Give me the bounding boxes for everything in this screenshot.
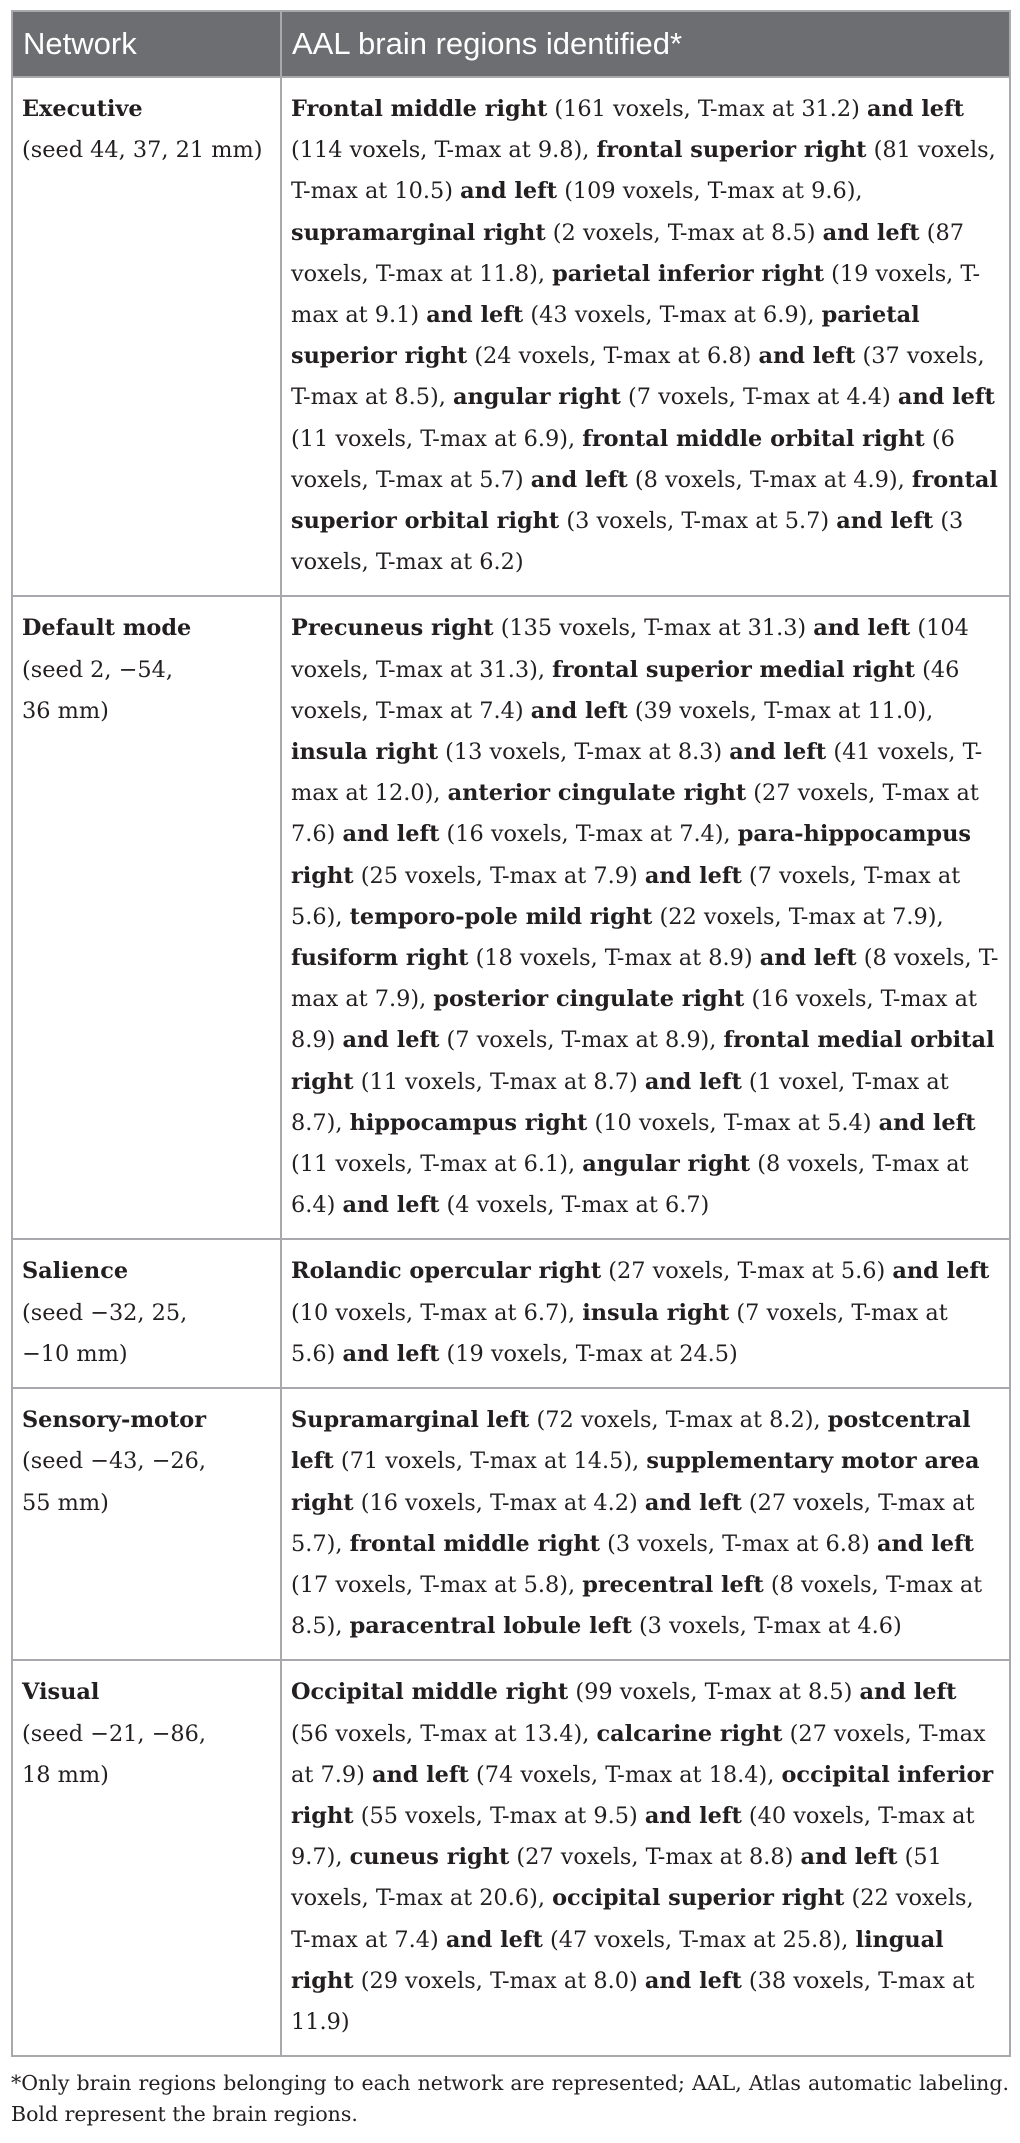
region-name: temporo-pole mild right [349, 903, 653, 930]
region-stats: (7 voxels, T-max at 4.4) [620, 384, 898, 411]
region-name: cuneus right [349, 1844, 510, 1871]
region-stats: (47 voxels, T-max at 25.8), [542, 1926, 856, 1953]
region-stats: (2 voxels, T-max at 8.5) [545, 219, 823, 246]
region-name: and left [836, 508, 934, 535]
region-stats: (16 voxels, T-max at 8.9) [291, 986, 977, 1054]
region-stats: (7 voxels, T-max at 8.9), [439, 1027, 724, 1054]
region-stats: (11 voxels, T-max at 8.7) [353, 1068, 645, 1095]
region-stats: (7 voxels, T-max at 5.6) [291, 1299, 948, 1367]
table-row [12, 1660, 1010, 2056]
region-name: and left [644, 1802, 742, 1829]
region-name: and left [342, 1340, 440, 1367]
network-seed: (seed 44, 37, 21 mm) [22, 137, 263, 164]
region-name: frontal middle right [349, 1530, 601, 1557]
region-name: fusiform right [291, 945, 469, 972]
region-stats: (8 voxels, T-max at 7.9), [291, 945, 999, 1013]
region-stats: (13 voxels, T-max at 8.3) [438, 739, 730, 766]
region-stats: (11 voxels, T-max at 6.1), [291, 1151, 583, 1178]
region-stats: (161 voxels, T-max at 31.2) [547, 96, 868, 122]
region-stats: (99 voxels, T-max at 8.5) [568, 1679, 860, 1706]
region-name: parietal superior right [291, 302, 920, 370]
network-cell [12, 596, 281, 1239]
network-seed: (seed −43, −26, [22, 1448, 207, 1475]
regions-cell [281, 596, 1010, 1239]
region-stats: (16 voxels, T-max at 7.4), [439, 821, 738, 848]
region-stats: (27 voxels, T-max at 5.6) [601, 1258, 893, 1285]
regions-cell [281, 1388, 1010, 1660]
region-name: insula right [582, 1299, 730, 1326]
region-stats: (41 voxels, T-max at 12.0), [291, 739, 983, 807]
region-name: anterior cingulate right [447, 780, 747, 807]
region-stats: (4 voxels, T-max at 6.7) [439, 1192, 710, 1219]
region-stats: (22 voxels, T-max at 7.9), [652, 903, 944, 930]
region-name: insula right [291, 739, 439, 766]
region-stats: (81 voxels, T-max at 10.5) [291, 137, 996, 205]
region-name: and left [342, 821, 440, 848]
region-stats: (51 voxels, T-max at 20.6), [291, 1844, 942, 1912]
regions-cell [281, 1239, 1010, 1388]
region-stats: (3 voxels, T-max at 5.7) [559, 508, 837, 535]
network-seed: 55 mm) [22, 1489, 109, 1516]
network-seed: (seed −32, 25, [22, 1299, 188, 1326]
network-name: Sensory-motor [22, 1407, 207, 1434]
region-name: frontal superior orbital right [291, 466, 998, 535]
region-stats: (37 voxels, T-max at 8.5), [291, 343, 985, 411]
region-stats: (72 voxels, T-max at 8.2), [529, 1407, 828, 1434]
region-name: angular right [582, 1151, 751, 1178]
region-name: and left [530, 466, 628, 493]
network-name: Visual [22, 1679, 100, 1706]
regions-cell [281, 1660, 1010, 2056]
region-stats: (39 voxels, T-max at 11.0), [627, 697, 934, 724]
region-name: and left [867, 96, 964, 122]
region-name: Precuneus right [291, 615, 494, 642]
network-seed: −10 mm) [22, 1340, 128, 1367]
region-name: and left [644, 862, 742, 889]
region-name: Supramarginal left [291, 1407, 530, 1434]
region-name: and left [758, 343, 856, 370]
region-stats: (10 voxels, T-max at 5.4) [587, 1109, 879, 1136]
region-stats: (8 voxels, T-max at 6.4) [291, 1151, 969, 1219]
region-stats: (40 voxels, T-max at 9.7), [291, 1802, 975, 1871]
region-name: and left [892, 1258, 990, 1285]
region-stats: (22 voxels, T-max at 7.4) [291, 1885, 974, 1953]
region-stats: (87 voxels, T-max at 11.8), [291, 219, 964, 287]
region-name: and left [371, 1761, 469, 1788]
region-name: lingual right [291, 1926, 944, 1994]
table-row [12, 1239, 1010, 1388]
region-stats: (8 voxels, T-max at 8.5), [291, 1571, 983, 1640]
network-seed: (seed −21, −86, [22, 1720, 207, 1747]
region-name: and left [644, 1489, 742, 1516]
region-name: para-hippocampus right [291, 821, 971, 889]
region-name: frontal medial orbital right [291, 1027, 995, 1095]
table-row [12, 77, 1010, 596]
table-row [12, 596, 1010, 1239]
network-name: Executive [22, 96, 143, 122]
table-footnote: *Only brain regions belonging to each network are represented; AAL, Atlas automatic labeling. Bold represent the brain regions. [11, 2071, 1009, 2126]
region-name: supramarginal right [291, 219, 546, 246]
header-network: Network [12, 11, 281, 77]
region-stats: (6 voxels, T-max at 5.7) [291, 425, 955, 493]
network-cell [12, 1388, 281, 1660]
region-stats: (55 voxels, T-max at 9.5) [353, 1802, 645, 1829]
network-cell [12, 1660, 281, 2056]
region-stats: (135 voxels, T-max at 31.3) [493, 615, 814, 642]
region-name: posterior cingulate right [433, 986, 745, 1013]
network-seed: (seed 2, −54, [22, 656, 174, 683]
region-stats: (11 voxels, T-max at 6.9), [291, 425, 583, 452]
region-name: Rolandic opercular right [291, 1258, 602, 1285]
region-name: occipital superior right [552, 1885, 845, 1912]
region-name: and left [445, 1926, 543, 1953]
region-stats: (3 voxels, T-max at 6.8) [600, 1530, 878, 1557]
table-row [12, 1388, 1010, 1660]
network-name: Salience [22, 1258, 129, 1285]
region-stats: (104 voxels, T-max at 31.3), [291, 615, 969, 683]
region-name: precentral left [582, 1571, 764, 1598]
region-stats: (16 voxels, T-max at 4.2) [353, 1489, 645, 1516]
region-stats: (1 voxel, T-max at 8.7), [291, 1068, 949, 1136]
region-stats: (27 voxels, T-max at 5.7), [291, 1489, 975, 1557]
region-stats: (17 voxels, T-max at 5.8), [291, 1571, 583, 1598]
region-name: and left [644, 1068, 742, 1095]
region-name: and left [813, 615, 911, 642]
region-stats: (27 voxels, T-max at 8.8) [509, 1844, 801, 1871]
region-name: Frontal middle right [291, 96, 548, 122]
region-stats: (19 voxels, T-max at 24.5) [439, 1340, 738, 1367]
region-name: and left [822, 219, 920, 246]
region-name: calcarine right [596, 1720, 783, 1747]
table-header-row [12, 11, 1010, 77]
region-name: and left [342, 1192, 440, 1219]
region-stats: (7 voxels, T-max at 5.6), [291, 862, 961, 930]
region-stats: (29 voxels, T-max at 8.0) [353, 1967, 645, 1994]
region-stats: (18 voxels, T-max at 8.9) [468, 945, 760, 972]
region-stats: (74 voxels, T-max at 18.4), [468, 1761, 782, 1788]
region-stats: (27 voxels, T-max at 7.6) [291, 780, 979, 848]
network-cell [12, 77, 281, 596]
region-name: and left [877, 1530, 974, 1557]
region-stats: (38 voxels, T-max at 11.9) [291, 1967, 975, 2035]
network-cell [12, 1239, 281, 1388]
region-name: and left [342, 1027, 440, 1054]
region-stats: (3 voxels, T-max at 6.2) [291, 508, 964, 576]
region-stats: (46 voxels, T-max at 7.4) [291, 656, 960, 724]
regions-cell [281, 77, 1010, 596]
network-name: Default mode [22, 615, 192, 642]
region-stats: (19 voxels, T-max at 9.1) [291, 260, 981, 329]
network-seed: 36 mm) [22, 697, 109, 724]
region-stats: (24 voxels, T-max at 6.8) [467, 343, 759, 370]
region-name: and left [460, 178, 558, 205]
region-name: and left [759, 945, 857, 972]
region-name: and left [426, 302, 524, 329]
region-stats: (27 voxels, T-max at 7.9) [291, 1720, 986, 1788]
region-name: hippocampus right [349, 1109, 588, 1136]
region-stats: (3 voxels, T-max at 4.6) [631, 1613, 902, 1640]
region-stats: (8 voxels, T-max at 4.9), [627, 466, 912, 493]
region-stats: (56 voxels, T-max at 13.4), [291, 1720, 597, 1747]
network-table [11, 10, 1011, 2057]
region-name: and left [644, 1967, 742, 1994]
region-name: and left [859, 1679, 957, 1706]
table-body [12, 77, 1010, 2056]
region-name: postcentral left [291, 1407, 971, 1475]
region-stats: (109 voxels, T-max at 9.6), [557, 178, 863, 205]
region-name: frontal superior right [596, 137, 867, 164]
region-name: frontal superior medial right [552, 656, 916, 683]
region-stats: (10 voxels, T-max at 6.7), [291, 1299, 583, 1326]
region-stats: (71 voxels, T-max at 14.5), [333, 1448, 647, 1475]
region-name: supplementary motor area right [291, 1448, 980, 1516]
network-seed: 18 mm) [22, 1761, 109, 1788]
region-name: Occipital middle right [291, 1679, 569, 1706]
region-name: and left [800, 1844, 898, 1871]
region-name: paracentral lobule left [349, 1613, 632, 1640]
region-name: and left [729, 739, 827, 766]
region-stats: (114 voxels, T-max at 9.8), [291, 137, 597, 164]
region-name: parietal inferior right [552, 260, 825, 287]
region-name: and left [878, 1109, 976, 1136]
header-regions: AAL brain regions identified* [281, 11, 1010, 77]
region-name: frontal middle orbital right [582, 425, 925, 452]
region-name: occipital inferior right [291, 1761, 994, 1829]
region-name: and left [530, 697, 628, 724]
region-stats: (25 voxels, T-max at 7.9) [353, 862, 645, 889]
region-name: angular right [452, 384, 621, 411]
region-name: and left [897, 384, 995, 411]
region-stats: (43 voxels, T-max at 6.9), [523, 302, 822, 329]
